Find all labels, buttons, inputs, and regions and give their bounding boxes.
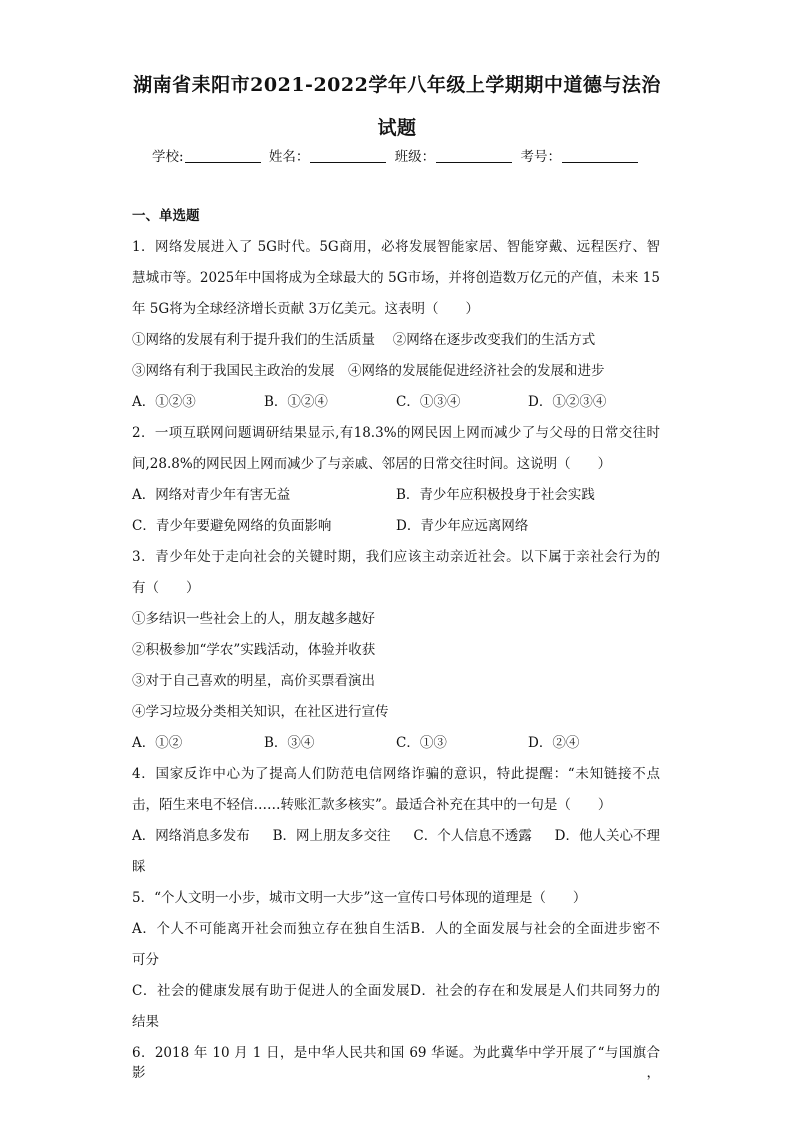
q4-options: [132, 826, 660, 857]
q5-options-cd[interactable]: C．社会的健康发展有助于促进人的全面发展D．社会的存在和发展是人们共同努力的: [132, 983, 660, 999]
q5-stem: 5．“个人文明一小步，城市文明一大步”这一宣传口号体现的道理是（ ）: [132, 890, 587, 906]
name-label: 姓名：: [268, 149, 310, 165]
q4-option-d-wrap: 睬: [132, 859, 146, 875]
q1-stem-line3: 年 5G将为全球经济增长贡献 3万亿美元。这表明（ ）: [132, 301, 480, 317]
q2-option-c[interactable]: C．青少年要避免网络的负面影响: [132, 518, 332, 534]
q6-stem-line1: 6．2018 年 10 月 1 日，是中华人民共和国 69 华诞。为此冀华中学开展了“与国旗合影，: [132, 1045, 660, 1081]
school-label: 学校:: [152, 149, 184, 165]
number-blank[interactable]: [562, 162, 638, 163]
class-label: 班级：: [394, 149, 436, 165]
student-info-row: [0, 145, 794, 165]
q1-option-d[interactable]: D．①②③④: [528, 394, 607, 410]
q3-options: [132, 733, 660, 764]
q2-option-b[interactable]: B．青少年应积极投身于社会实践: [396, 487, 595, 503]
q4-option-c[interactable]: C．个人信息不透露: [413, 828, 532, 844]
q1-statement-line2: ③网络有利于我国民主政治的发展 ④网络的发展能促进经济社会的发展和进步: [132, 363, 605, 379]
q4-option-a[interactable]: A．网络消息多发布: [132, 828, 250, 844]
q3-statement-3: ③对于自己喜欢的明星，高价买票看演出: [132, 673, 375, 689]
school-blank[interactable]: [185, 162, 261, 163]
q3-option-b[interactable]: B．③④: [264, 735, 315, 751]
q2-options-row1: [132, 485, 660, 516]
q3-option-c[interactable]: C．①③: [396, 735, 447, 751]
exam-title-line2: 试题: [377, 117, 417, 139]
q2-stem-line2: 间,28.8%的网民因上网而减少了与亲戚、邻居的日常交往时间。这说明（ ）: [132, 456, 612, 472]
q5-options-cd-wrap: 结果: [132, 1014, 159, 1030]
q3-option-d[interactable]: D．②④: [528, 735, 580, 751]
q2-stem-line1: 2．一项互联网问题调研结果显示,有18.3%的网民因上网而减少了与父母的日常交往时: [132, 425, 660, 441]
q4-option-d[interactable]: D．他人关心不理: [554, 828, 660, 844]
q3-statement-4: ④学习垃圾分类相关知识，在社区进行宣传: [132, 704, 389, 720]
question-content: [132, 206, 660, 1081]
name-blank[interactable]: [310, 162, 386, 163]
class-blank[interactable]: [436, 162, 512, 163]
number-label: 考号：: [520, 149, 561, 165]
q1-statement-line1: ①网络的发展有利于提升我们的生活质量 ②网络在逐步改变我们的生活方式: [132, 332, 596, 348]
q1-option-a[interactable]: A．①②③: [132, 394, 196, 410]
q2-option-a[interactable]: A．网络对青少年有害无益: [132, 487, 291, 503]
q2-option-d[interactable]: D．青少年应远离网络: [396, 518, 529, 534]
q5-options-ab-wrap: 可分: [132, 952, 159, 968]
q4-option-b[interactable]: B．网上朋友多交往: [272, 828, 391, 844]
q1-option-b[interactable]: B．①②④: [264, 394, 328, 410]
q1-stem-line2: 慧城市等。2025年中国将成为全球最大的 5G市场，并将创造数万亿元的产值，未来 15: [132, 270, 660, 286]
q3-statement-2: ②积极参加“学农”实践活动，体验并收获: [132, 642, 376, 658]
q1-stem-line1: 1．网络发展进入了 5G时代。5G商用，必将发展智能家居、智能穿戴、远程医疗、智: [132, 239, 660, 255]
q4-stem-line2: 击，陌生来电不轻信……转账汇款多核实”。最适合补充在其中的一句是（ ）: [132, 797, 612, 813]
q3-stem-line1: 3．青少年处于走向社会的关键时期，我们应该主动亲近社会。以下属于亲社会行为的: [132, 549, 660, 565]
q3-option-a[interactable]: A．①②: [132, 735, 183, 751]
q3-stem-line2: 有（ ）: [132, 580, 200, 596]
exam-title-line1: 湖南省耒阳市2021-2022学年八年级上学期期中道德与法治: [133, 74, 661, 96]
q5-options-ab[interactable]: A．个人不可能离开社会而独立存在独自生活B．人的全面发展与社会的全面进步密不: [132, 921, 660, 937]
q3-statement-1: ①多结识一些社会上的人，朋友越多越好: [132, 611, 375, 627]
q4-stem-line1: 4．国家反诈中心为了提高人们防范电信网络诈骗的意识，特此提醒：“未知链接不点: [132, 766, 660, 782]
q1-option-c[interactable]: C．①③④: [396, 394, 461, 410]
q1-options: [132, 392, 660, 423]
q2-options-row2: [132, 516, 660, 547]
section-heading: 一、单选题: [132, 208, 200, 224]
